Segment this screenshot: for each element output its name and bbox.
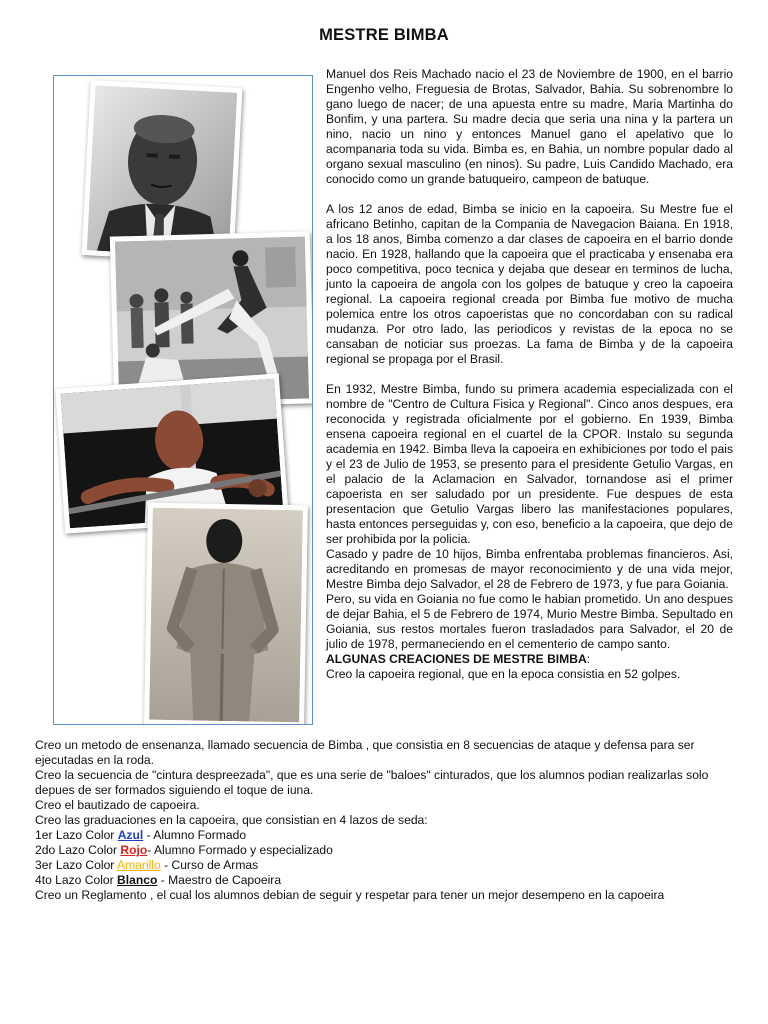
creation-item: Creo las graduaciones en la capoeira, que consistian en 4 lazos de seda: xyxy=(35,813,428,827)
lazo-item-blanco xyxy=(35,873,735,888)
paragraph-capoeira-start: A los 12 anos de edad, Bimba se inicio en la capoeira. Su Mestre fue el africano Betinho, capitan de la Compania de Navegacion Baiana. En 1918, a los 18 anos, Bimba comenzo a dar clases de capoeira en el barrio donde nacio. En 1928, hallando que la capoeira que el practicaba y ensenaba era poco competitiva, poco tecnica y dejaba que desear en terminos de lucha, junto la capoeira de angola con los golpes de batuque y creo la capoeira regional. La capoeira regional creada por Bimba fue motivo de mucha polemica entre los otros capoeristas que no concordaban con su radical mudanza. Por otro lado, las periodicos y revistas de la epoca no se cansaban de noticiar sus proezas. La fama de Bimba y de la capoeira regional se propaga por el Brasil. xyxy=(326,202,733,366)
creations-heading-colon: : xyxy=(586,652,591,666)
creation-item: Creo la secuencia de "cintura despreezada", que es una serie de "baloes" cinturados, que los alumnos podian realizarlas solo depues de ser formados siguiendo el toque de iuna. xyxy=(35,768,709,797)
lazo-suffix: - Alumno Formado xyxy=(143,828,247,842)
lazo-suffix: - Alumno Formado y especializado xyxy=(147,843,333,857)
lazo-prefix: 3er Lazo Color xyxy=(35,858,118,872)
lazo-prefix: 2do Lazo Color xyxy=(35,843,121,857)
lazo-item-amarillo xyxy=(35,858,735,873)
paragraph-death: Pero, su vida en Goiania no fue como le habian prometido. Un ano despues de dejar Bahia, el 5 de Febrero de 1974, Murio Mestre Bimba. Sepultado en Goiania, sus restos mortales fueron trasladados para Salvador, el 20 de julio de 1978, permaneciendo en el cementerio de campo santo. xyxy=(326,592,733,651)
lazo-suffix: - Maestro de Capoeira xyxy=(157,873,282,887)
lazo-color-azul[interactable]: Azul xyxy=(117,828,144,842)
creations-heading: ALGUNAS CREACIONES DE MESTRE BIMBA xyxy=(326,652,587,666)
main-text-column xyxy=(326,67,733,682)
lazo-prefix: 1er Lazo Color xyxy=(35,828,118,842)
lazo-prefix: 4to Lazo Color xyxy=(35,873,118,887)
paragraph-family: Casado y padre de 10 hijos, Bimba enfrentaba problemas financieros. Asi, acreditando en promesas de mayor reconocimiento y de una vida mejor, Mestre Bimba dejo Salvador, el 28 de Febrero de 1973, y fue para Goiania. xyxy=(326,547,733,591)
photo-collage xyxy=(53,75,313,725)
lazo-item-azul xyxy=(35,828,735,843)
lazo-suffix: - Curso de Armas xyxy=(160,858,259,872)
lazo-color-blanco[interactable]: Blanco xyxy=(117,873,158,887)
standing-photo xyxy=(144,503,308,725)
creation-item: Creo la capoeira regional, que en la epoca consistia en 52 golpes. xyxy=(326,667,681,681)
paragraph-birth: Manuel dos Reis Machado nacio el 23 de Noviembre de 1900, en el barrio Engenho velho, Freguesia de Brotas, Salvador, Bahia. Su sobrenombre lo gano luego de nacer; de una apuesta entre su madre, Maria Martinha do Bonfim, y una partera. Su madre decia que seria una nina y la partera un nino, nacio un nino y entonces Manuel gano el apelativo que lo acompanaria toda su vida. Bimba es, en Bahia, un nombre popular dado al organo sexual masculino (en ninos). Su padre, Luis Candido Machado, era conocido como un grande batuqueiro, campeon de batuque. xyxy=(326,67,733,186)
creation-item: Creo un metodo de ensenanza, llamado secuencia de Bimba , que consistia en 8 secuencias de ataque y defensa para ser ejecutadas en la roda. xyxy=(35,738,695,767)
lazo-item-rojo xyxy=(35,843,735,858)
creation-item: Creo el bautizado de capoeira. xyxy=(35,798,200,812)
paragraph-academy: En 1932, Mestre Bimba, fundo su primera academia especializada con el nombre de "Centro de Cultura Fisica y Regional". Cinco anos despues, era reconocida y registrada oficialmente por el gobierno. En 1939, Bimba ensena capoeira regional en el cuartel de la CPOR. Instalo su segunda academia en 1942. Bimba lleva la capoeira en exhibiciones por todo el pais y el 23 de Julio de 1953, se presento para el presidente Getulio Vargas, en el palacio de la Aclamacion en Salvador, tornandose asi el primer capoerista en ser saludado por un presidente. Fue despues de esta presentacion que Getulio Vargas libero las manifestaciones populares, hasta entonces perseguidas y, con eso, beneficio a la capoeira, que dejo de ser prohibida por la policia. xyxy=(326,382,733,546)
lazo-color-rojo[interactable]: Rojo xyxy=(120,843,148,857)
lazo-color-amarillo[interactable]: Amarillo xyxy=(117,858,161,872)
page-title: MESTRE BIMBA xyxy=(319,26,449,44)
creations-heading-line xyxy=(326,652,733,667)
creation-reglamento: Creo un Reglamento , el cual los alumnos debian de seguir y respetar para tener un mejor desempeno en la capoeira xyxy=(35,888,665,902)
creations-list xyxy=(35,738,735,903)
